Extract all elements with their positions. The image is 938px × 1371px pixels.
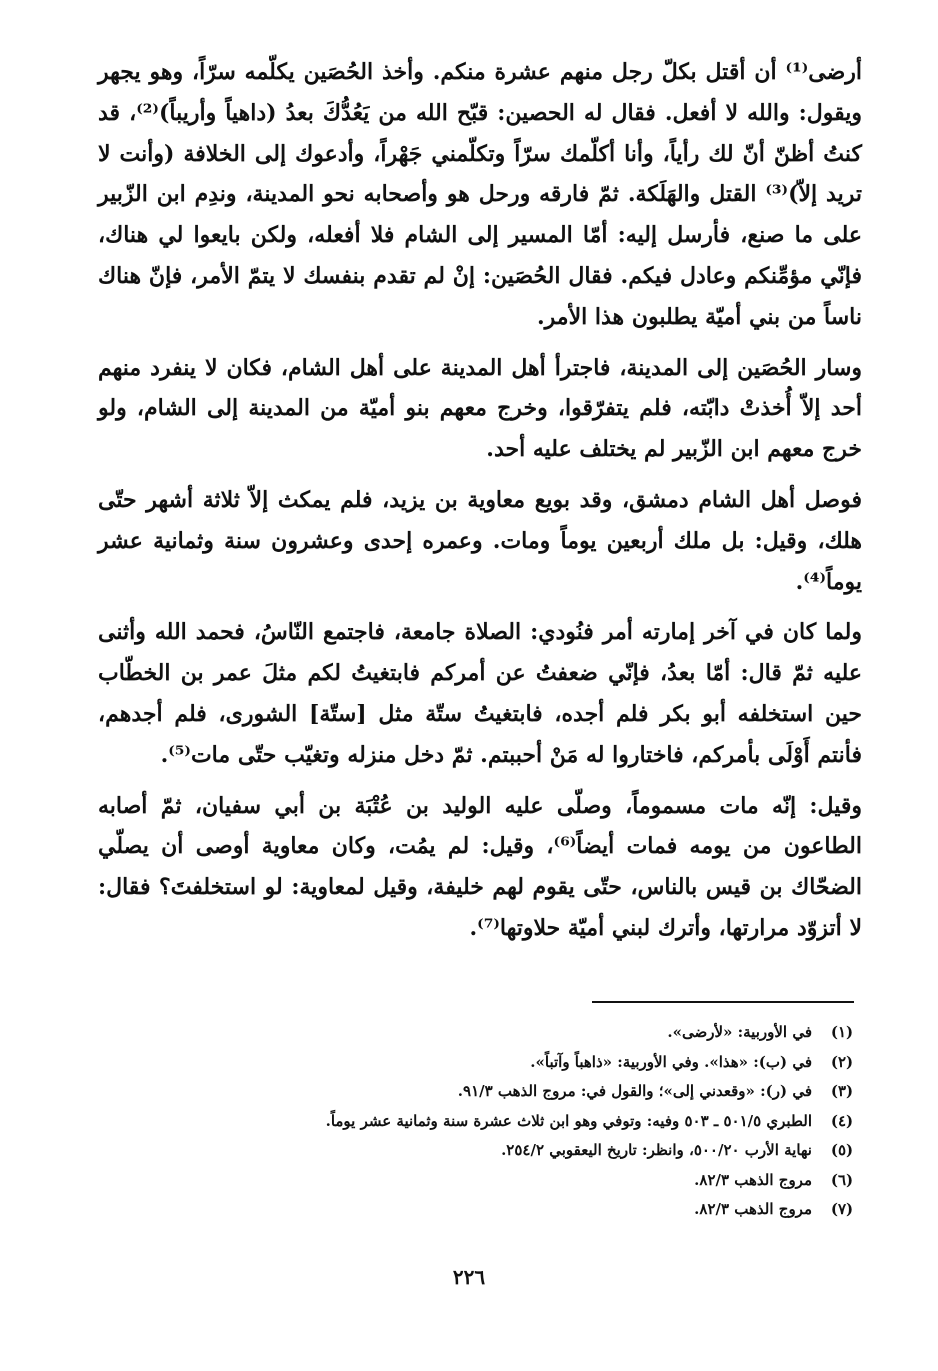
footnote-item [150, 1107, 862, 1137]
main-text [98, 52, 862, 949]
footnote-text: مروج الذهب ٨٢/٣. [694, 1170, 812, 1189]
paragraph-1: أرضى⁽¹⁾ أن أقتل بكلّ رجل منهم عشرة منكم. وأخذ الحُصَين يكلّمه سرّاً، وهو يجهر ويقول: والله لا أفعل. فقال له الحصين: قبّح الله من يَعُدُّكَ بعدُ (داهياً وأريباً)⁽²⁾، قد كنتُ أظنّ أنّ لك رأياً، وأنا أكلّمك سرّاً وتكلّمني جَهْراً، وأدعوك إلى الخلافة (وأنت لا تريد إلاّ)⁽³⁾ القتل والهَلَكة. ثمّ فارقه ورحل هو وأصحابه نحو المدينة، وندِم ابن الزّبير على ما صنع، فأرسل إليه: أمّا المسير إلى الشام فلا أفعله، ولكن بايعوا لي هناك، فإنّي مؤمِّنكم وعادل فيكم. فقال الحُصَين: إنْ لم تقدم بنفسك لا يتمّ الأمر، فإنّ هناك ناساً من بني أميّة يطلبون هذا الأمر. [98, 59, 863, 330]
footnote-text: في (ب): «هذا». وفي الأوربية: «ذاهباً وآتباً». [530, 1052, 812, 1071]
paragraph-5: وقيل: إنّه مات مسموماً، وصلّى عليه الوليد بن عُتْبَة بن أبي سفيان، ثمّ أصابه الطاعون من يومه فمات أيضاً⁽⁶⁾، وقيل: لم يمُت، وكان معاوية أوصى أن يصلّي الضحّاك بن قيس بالناس، حتّى يقوم لهم خليفة، وقيل لمعاوية: لو استخلفتَ؟ فقال: لا أتزوّد مرارتها، وأترك لبني أميّة حلاوتها⁽⁷⁾. [98, 792, 862, 941]
paragraph-3: فوصل أهل الشام دمشق، وقد بويع معاوية بن يزيد، فلم يمكث إلاّ ثلاثة أشهر حتّى هلك، وقيل: بل ملك أربعين يوماً ومات. وعمره إحدى وعشرون سنة وثمانية عشر يوماً⁽⁴⁾. [98, 486, 862, 595]
page-number: ٢٢٦ [452, 1265, 486, 1289]
footnote-number: (٣) [830, 1082, 854, 1100]
footnote-number: (١) [830, 1023, 854, 1041]
footnote-item [150, 1077, 862, 1107]
footnote-number: (٢) [830, 1052, 854, 1071]
footnote-item [150, 1166, 862, 1196]
footnote-item [150, 1018, 862, 1048]
footnote-text: نهاية الأرب ٥٠٠/٢٠، وانظر: تاريخ اليعقوبي ٢٥٤/٢. [501, 1141, 812, 1159]
paragraph-2: وسار الحُصَين إلى المدينة، فاجترأ أهل المدينة على أهل الشام، فكان لا ينفرد منهم أحد إلاّ أُخذتْ دابّته، فلم يتفرّقوا، وخرج معهم بنو أميّة من المدينة إلى الشام، ولو خرج معهم ابن الزّبير لم يختلف عليه أحد. [98, 354, 862, 463]
footnote-number: (٧) [830, 1200, 854, 1218]
footnotes [150, 1018, 862, 1225]
footnote-number: (٦) [830, 1170, 854, 1189]
footnote-item [150, 1048, 862, 1078]
footnote-text: مروج الذهب ٨٢/٣. [694, 1200, 812, 1218]
footnote-text: في (ر): «وقعدني إلى»؛ والقول في: مروج الذهب ٩١/٣. [457, 1082, 812, 1100]
footnote-number: (٤) [830, 1111, 854, 1130]
footnote-number: (٥) [830, 1141, 854, 1159]
paragraph-4: ولما كان في آخر إمارته أمر فنُودي: الصلاة جامعة، فاجتمع النّاسُ، فحمد الله وأثنى عليه ثمّ قال: أمّا بعدُ، فإنّي ضعفتُ عن أمركم فابتغيتُ لكم مثلَ عمر بن الخطّاب حين استخلفه أبو بكر فلم أجده، فابتغيتُ ستّة مثل [ستّة] الشورى، فلم أجدهم، فأنتم أَوْلَى بأمركم، فاختاروا له مَنْ أحببتم. ثمّ دخل منزله وتغيّب حتّى مات⁽⁵⁾. [98, 619, 862, 768]
footnote-text: الطبري ٥٠١/٥ ـ ٥٠٣ وفيه: وتوفي وهو ابن ثلاث عشرة سنة وثمانية عشر يوماً. [325, 1111, 812, 1130]
footnote-item [150, 1136, 862, 1166]
footnote-item [150, 1195, 862, 1225]
footnote-divider [592, 1001, 854, 1003]
footnote-text: في الأوربية: «لأرضى». [667, 1023, 812, 1041]
